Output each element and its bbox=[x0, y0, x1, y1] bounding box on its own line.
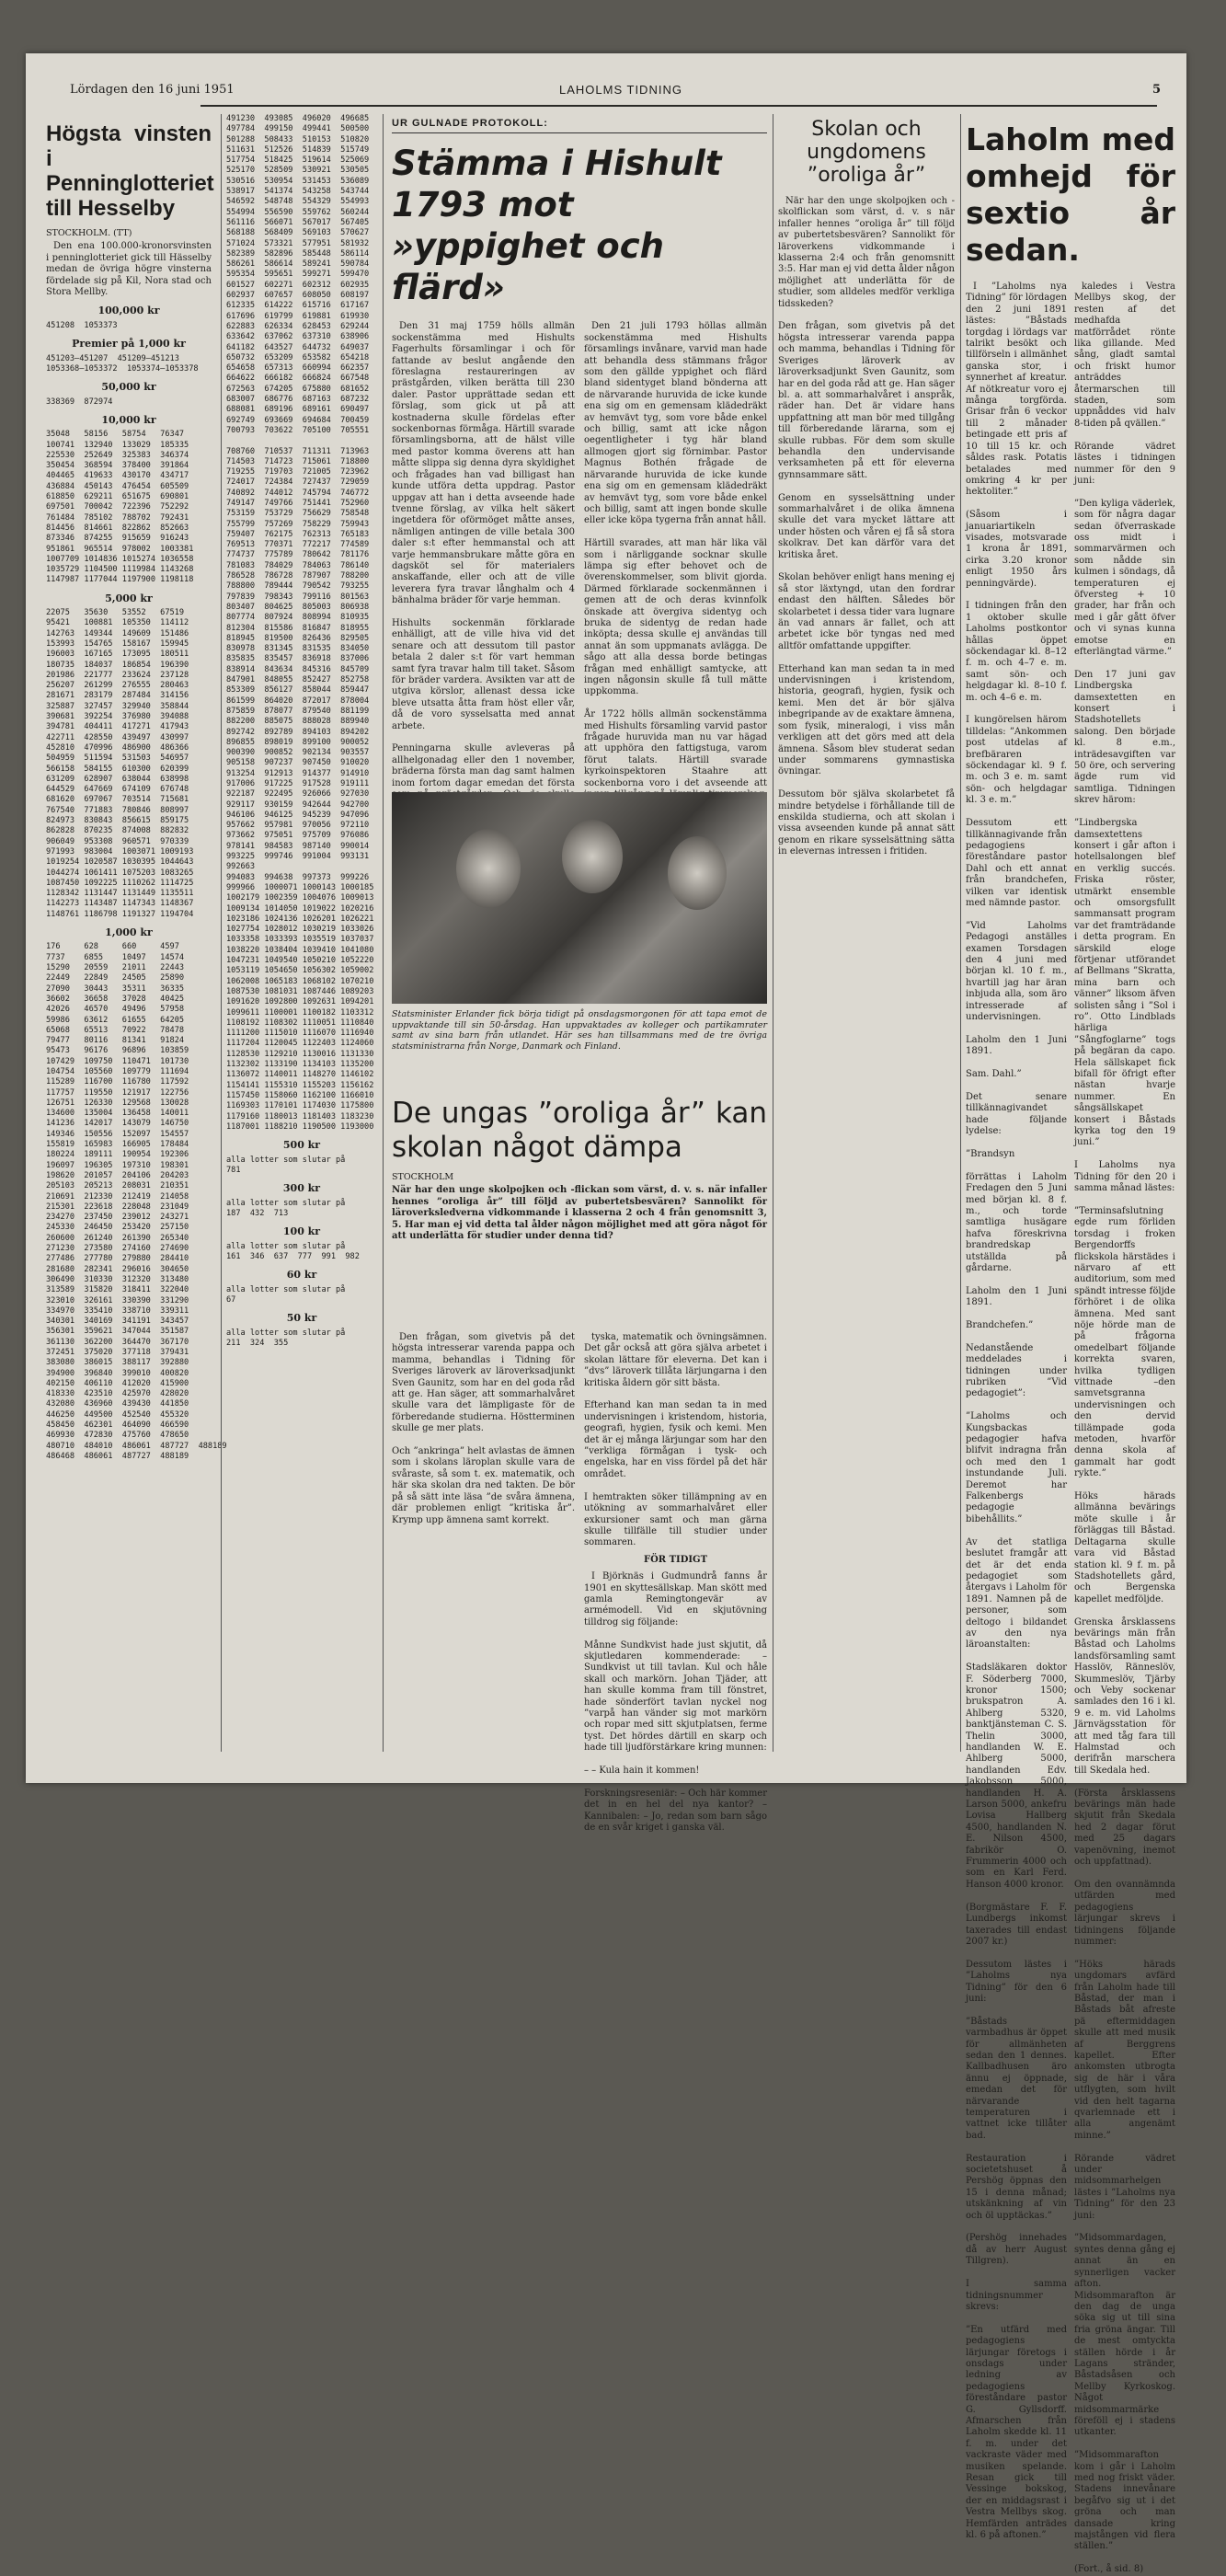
hishult-rubric: UR GULNADE PROTOKOLL: bbox=[392, 118, 767, 133]
prize-label: 500 kr bbox=[282, 1139, 321, 1152]
ungas-right bbox=[584, 1332, 767, 1834]
photo-block bbox=[392, 785, 767, 1098]
fortidigt-title: FÖR TIDIGT bbox=[643, 1554, 708, 1565]
winning-numbers: 451208 1053373 bbox=[46, 320, 118, 330]
newspaper-page bbox=[26, 53, 1186, 2575]
lottery-intro: Den ena 100.000-kronorsvinsten i penninglotteriet gick till Hässelby medan de övriga högre vinsterna fördelade sig på Kil, Nora stad och Stora Mellby. bbox=[46, 241, 212, 298]
winning-numbers: 338369 872974 bbox=[46, 397, 113, 407]
lottery-byline: STOCKHOLM. (TT) bbox=[46, 228, 132, 238]
ungas-lead: När har den unge skolpojken och -flickan som värst, d. v. s. när infaller hennes ”oroliga år” till följd av pubertetsbesvären? Sannolikt för läroverksledverna vidkommande i klasserna 2 och 4 från genomsnitt 3, 5. Har man ej vid detta tal ålder någon möjlighet med att göra något för att underlätta för studier under denna tid? bbox=[392, 1185, 767, 1242]
prize-label: 1,000 kr bbox=[105, 926, 153, 939]
winning-numbers: alla lotter som slutar på 781 bbox=[226, 1155, 346, 1175]
winning-numbers: alla lotter som slutar på 211 324 355 bbox=[226, 1328, 346, 1348]
ungas-headline: De ungas ”oroliga år” kan skolan något dämpa bbox=[392, 1097, 767, 1164]
photo-figure bbox=[668, 836, 727, 910]
ungas-left bbox=[392, 1332, 575, 1765]
photo-figure bbox=[456, 829, 521, 908]
laholm-headline: Laholm med omhejd för sextio år sedan. bbox=[966, 121, 1175, 268]
laholm-left-text: I ”Laholms nya Tidning” för lördagen den 2 juni 1891 lästes: ”Båstads torgdag i lördags var talrikt besökt och tillförseln i allmänhet ganska stor, i synnerhet af kreatur. Af nötkreatur voro ej många torgförda. Grisar från 6 veckor till 2 månader betingade ett pris af 10 till 15 kr. och såldes rask. Potatis betalades med omkring 4 kr per hektoliter.” (Såsom i januariartikeln visades, motsvarade 1 krona år 1891, cirka 3.20 kronor enligt 1950 års penningvärde). I tidningen från den 1 oktober skulle Laholms postkontor hållas öppet söckendagar kl. 8–12 f. m. och 4–7 e. m. samt sön- och helgdagar kl. 8–10 f. m. och 4–6 e. m. I kungörelsen härom tilldelas: ”Ankommen post utdelas af brefbäraren söckendagar kl. 9 f. m. och 3 e. m. samt sön- och helgdagar kl. 3 e. m.” Dessutom ett tillkännagivande från pedagogiens föreståndare pastor Dahl och ett annat från brandchefen, vilken var identisk med nämnde pastor. ”Vid Laholms Pedagogi anställes examen Torsdagen den 4 juni med början kl. 10 f. m., hvartill jag har äran inbjuda alla, som äro intresserade af undervisningen. Laholm den 1 Juni 1891. Sam. Dahl.” Det senare tillkännagivandet hade följande lydelse: ”Brandsyn förrättas i Laholm Fredagen den 5 Juni med början kl. 8 f. m., och torde samtliga husägare hafva föreskrivna brandredskap utställda på gårdarne. Laholm den 1 Juni 1891. Brandchefen.” Nedanstående meddelades i tidningen under rubriken ”Vid pedagogiet”: ”Laholms och Kungsbackas pedagogier hafva blifvit indragna från och med den 1 instundande Juli. Deremot har Falkenbergs pedagogie bibehållits.” Av det statliga beslutet framgår att det är det enda pedagogiet som återgavs i Laholm för 1891. Namnen på de personer, som deltogo i bildandet av den nya läroanstalten: Stadsläkaren doktor F. Söderberg 7000, kronor 1500; brukspatron A. Ahlberg 5320, banktjänsteman C. S. Thelin 3000, handlanden W. E. Ahlberg 5000, handlanden Edv. Jakobsson 5000, handlanden H. A. Larson 5000, ankefru Lovisa Hallberg 4500, handlanden N. E. Nilson 4500, fabrikör O. Frummerin 4000 och som en Karl Ferd. Hanson 4000 kronor. (Borgmästare F. F. Lundbergs inkomst taxerades till endast 2007 kr.) Dessutom lästes i ”Laholms nya Tidning” för den 6 juni: ”Båstads varmbadhus är öppet för allmänheten sedan den 1 dennes. Kallbadhusen äro ännu ej öppnade, emedan det för närvarande temperaturen i vattnet icke tillåter bad. Restauration i societetshuset å Pershög öppnas den 15 i denna månad; utskänkning af vin och öl upptäckas.” (Pershög innehades då av herr August Tillgren). I samma tidningsnummer skrevs: ”En utfärd med pedagogiens lärjungar företogs i onsdags under ledning av pedagogiens föreståndare pastor G. Gyllsdorff. Afmarschen från Laholm skedde kl. 11 f. m. under det vackraste väder med musiken spelande. Resan gick till Vessinge bokskog, der en middagsrast i Vestra Mellbys skog. Hemfärden anträdes kl. 6 på aftonen.” bbox=[966, 282, 1067, 2541]
prize-label: 50,000 kr bbox=[101, 381, 156, 394]
winning-numbers-list: 491230 493085 496020 496685 497784 499150 499441 500500 501288 508433 510153 510820 511631 512526 514839 515749 517754 518425 519614 525069 525170 528509 530921 530505 530516 530954 531453 536089 538917 541374 543258 543744 546592 548748 554329 554993 554994 556590 559762 560244 561116 566071 567017 567405 568188 568409 569103 570627 571024 573321 577951 581932 582389 582896 585448 586114 586261 586614 589241 590784 595354 595651 599271 599470 601527 602271 602312 602935 602937 607657 608050 608197 612335 614222 615716 617167 617696 619799 619881 619930 622883 626334 628453 629244 633642 637062 637310 638906 641182 643527 644732 649037 650732 653209 653582 654218 654658 657313 660994 662357 664622 666182 666824 667548 672563 674205 675880 681652 683007 686776 687163 687232 688081 689196 689161 690497 692749 693669 694684 700459 700793 703622 705100 705551 708760 710537 711311 713963 714503 714723 715061 718800 719255 719703 721005 723962 724017 724384 727437 729059 740892 744012 745794 746772 749147 749766 751441 752960 753159 753729 756629 758548 755799 757269 758229 759943 759407 762175 762313 765183 769513 770371 772217 774589 774737 775789 780642 781176 781083 784029 784063 786140 786528 786728 787907 788200 788800 789444 790542 793255 797839 798343 799116 801563 803407 804625 805003 806938 807774 807924 808994 810935 812304 815586 816847 818955 818945 819500 826436 829505 830978 831345 831535 834050 835835 835457 836918 837006 838914 843634 845316 845709 847901 848055 852427 852758 853309 856127 858044 859447 861599 864020 872017 878004 875859 878077 879540 881199 882200 885075 888028 889940 892742 892789 894103 894202 896855 898019 899100 900052 900390 900852 902134 903557 905158 907237 907450 910020 913254 912913 914377 914910 917006 917225 917528 919111 922187 922495 926066 927030 929117 930159 942644 942700 946106 946125 945239 947096 957662 957981 970056 972110 973662 975051 975709 976086 978141 984583 987140 990014 993225 999746 991004 993131 992663 994083 994638 997373 999226 999966 1000071 1000143 1000185 1002179 1002359 1004076 1009013 1009134 1014050 1019022 1020216 1023186 1024136 1026201 1026221 1027754 1028012 1030219 1033026 1033358 1033393 1035519 1037037 1038220 1038404 1039410 1041080 1047231 1049540 1050210 1052220 1053119 1054650 1056302 1059002 1062008 1065183 1068102 1070210 1087530 1081031 1087446 1089203 1091620 1092800 1092631 1094201 1099611 1100001 1100182 1103312 1108192 1108302 1110051 1110840 1111200 1115010 1116070 1116940 1117204 1120045 1122403 1124060 1128530 1129210 1130016 1131330 1132302 1133190 1134103 1135200 1136072 1140011 1148270 1146102 1154141 1155310 1155203 1156162 1157450 1158060 1162100 1166010 1169303 1170101 1174030 1175800 1179160 1180013 1181403 1183230 1187001 1188210 1190500 1193000 bbox=[226, 114, 374, 1132]
prize-label: Premier på 1,000 kr bbox=[72, 338, 186, 351]
winning-numbers: 176 628 660 4597 7737 6855 10497 14574 15290 20559 21011 22443 22449 22849 24505 25890 27090 30443 35311 36335 36602 36658 37028 40425 42026 46570 49496 57958 59986 63612 61655 64205 65068 65513 70922 78478 79477 80116 81341 91824 95473 96176 96896 103859 107429 109750 110471 101730 104754 105560 109779 111694 115289 116700 116780 117592 117757 119550 121917 122756 126751 126330 129568 130028 134600 135004 136458 140011 141236 142017 143079 146750 149346 150556 152097 154557 155819 165983 166905 178484 180224 189111 190954 192306 196097 196305 197310 198301 198620 201057 204106 204203 205103 205213 208031 210351 210691 212330 212419 214058 215301 223618 228048 231049 234270 237450 239012 243271 245330 246450 253420 257150 260600 261240 261390 265340 271230 273580 274160 274690 277486 277780 279880 284410 281680 282341 296016 304650 306490 310330 312320 313480 313589 315820 318411 322040 323010 326161 330390 331290 334970 335410 338710 339311 340301 340169 341191 343457 356301 359621 347044 351587 361130 362200 364470 367170 372451 375020 377118 379431 383080 386015 388117 392880 394900 396840 399010 400820 402150 406110 412020 415900 418330 423510 425970 428020 432080 436960 439430 441850 446250 449500 452540 455320 458450 462301 464090 466590 469930 472830 475760 478650 480710 484010 486061 487727 488189 486468 486061 487727 488189 bbox=[46, 942, 227, 1461]
lottery-column bbox=[46, 114, 227, 1770]
winning-numbers: 451203—451207 451209—451213 1053368—1053372 1053374—1053378 bbox=[46, 353, 199, 374]
news-photo bbox=[392, 792, 767, 1004]
hishult-body bbox=[392, 321, 767, 836]
prize-label: 5,000 kr bbox=[105, 592, 153, 604]
ungas-dateline: STOCKHOLM bbox=[392, 1172, 454, 1182]
laholm-columns bbox=[966, 282, 1175, 2575]
winning-numbers: alla lotter som slutar på 187 432 713 bbox=[226, 1198, 346, 1218]
ungas-columns bbox=[392, 1332, 767, 1834]
hishult-headline: Stämma i Hishult 1793 mot »yppighet och flärd» bbox=[392, 144, 722, 308]
column-rule bbox=[221, 114, 222, 1752]
column-rule bbox=[960, 114, 961, 1752]
winning-numbers: alla lotter som slutar på 67 bbox=[226, 1284, 346, 1305]
ungas-body bbox=[392, 1332, 767, 1834]
skolan-headline: Skolan och ungdomens ”oroliga år” bbox=[807, 118, 926, 187]
running-head bbox=[26, 81, 1186, 103]
issue-date: Lördagen den 16 juni 1951 bbox=[70, 83, 235, 97]
page-number: 5 bbox=[1152, 83, 1161, 97]
fortidigt-text: I Björknäs i Gudmundrå fanns år 1901 en skyttesällskap. Man skött med gamla Remingtongevär av armémodell. Vid en skjutövning tilldrog sig följande: Månne Sundkvist hade just skjutit, då skjutledaren kommenderade: – Sundkvist ut till tavlan. Kul och håle skall och markörn. Johan Tjäder, att han skulle komma fram till fönstret, hade sönderfört tavlan nyckel nog ”varpå han vänder sig mot markörn och ropar med sitt skjutplatsen, ferme tyst. Det hördes därtill en skarp och hade till ljudförstärkare kring munnen: – – Kula hain it kommen! Forskningsreseniär: – Och här kommer det in en hel del nya kantor? – Kannibalen: – Jo, redan som barn sågo de en svår kriget i ganska väl. bbox=[584, 1571, 767, 1834]
paper-name: LAHOLMS TIDNING bbox=[559, 83, 682, 97]
laholm-article bbox=[966, 114, 1175, 2575]
header-rule bbox=[201, 105, 1157, 107]
ungas-left-text: Den frågan, som givetvis på det högsta intresserar varenda pappa och mamma, behandlas i Tidning för Sveriges läroverk av läroverksadjunkt Sven Gaunitz, som har en del goda råd att ge. Han säger, att sommarhalvåret skulle vara det lämpligaste för de förberedande studierna. Höstterminen skulle ge mer plats. Och ”ankringa” helt avlastas de ämnen som i skolans läroplan skulle vara de svåraste, så som t. ex. matematik, och här ska skolan dra ned takten. De bör på så sätt inte läsa ”de svåra ämnena, där problemen enligt ”kritiska år”. Krymp upp ämnena samt korrekt. bbox=[392, 1332, 575, 1525]
ungas-right-text: tyska, matematik och övningsämnen. Det går också att göra själva arbetet i skolan lättare för eleverna. Det kan i ”dvs” läroverk tillåta lärjungarna i den kritiska åldern gör sitt bästa. Efterhand kan man sedan ta in med undervisningen i kristendom, historia, geografi, hygien, fysik och kemi. Men det är ej många lärjungar som har den ”verkliga förmågan i tysk- och engelska, har en viss fördel på det här området. I hemtrakten söker tillämpning av en utökning av sommarhalvåret eller exkursioner samt och man gärna skulle tillfälle till studier under sommaren. bbox=[584, 1332, 767, 1548]
prize-label: 100 kr bbox=[282, 1225, 321, 1238]
winning-numbers: 35048 58156 58754 76347 100741 132940 133029 185335 225530 252649 325383 346374 350454 368594 378400 391864 404465 419633 430170 434717 436884 450143 476454 605509 618850 629211 651675 690801 697501 700042 722396 752292 761484 785102 788702 792431 814456 814661 822862 852663 873346 874255 915659 916243 951861 965514 978002 1003381 1007709 1014836 1015274 1036558 1035729 1104500 1119984 1143268 1147987 1177044 1197900 1198118 bbox=[46, 430, 194, 585]
winning-numbers: 22075 35630 53552 67519 95421 100881 105350 114112 142763 149344 149609 151486 153993 154765 158167 159945 196003 167165 173095 180511 180735 184037 186854 196390 201986 221777 233624 237128 256207 261299 276555 280463 281671 283179 287484 314156 325887 327457 329940 358844 390681 392254 376980 394088 394781 404411 417271 417943 422711 428550 439497 430997 452810 470996 486900 486366 504959 511594 531503 546957 566158 584155 610300 620399 631209 628907 638044 638998 644529 647669 674109 676748 681620 697067 703514 715681 767540 771883 780846 808997 824973 830843 856615 859175 862828 870235 874008 882832 906049 953308 960571 970339 971993 983004 1003071 1009193 1019254 1020587 1030395 1044643 1044274 1061411 1075203 1083265 1087450 1092225 1110262 1114725 1128342 1131447 1131449 1135511 1142273 1143487 1147343 1148367 1148761 1186798 1191327 1194704 bbox=[46, 608, 194, 919]
hishult-left-text: Den 31 maj 1759 hölls allmän sockenstämma med Hishults Fagerhults församlingar i och för fattande av beslut angående den föreslagna restaureringen av prästgården, vilken berätta till 230 daler. Pastor upprättade sedan ett förslag, som gick ut på att kostnaderna skulle fördelas efter sockenbornas förmåga. Härtill svarade församlingsborna, att de hälst ville med pastor komma överens att han måtte slippa sig denna dyra skyldighet och frågades han vad billigast han kunde utföra detta uppdrag. Pastor uppgav att han i detta avseende hade tvenne förslag, av vilka helt säkert ingetdera för oförmöget måtte anses, nämligen antingen de ville betala 300 daler s:t efter hemmanstal och att varje hemmansbrukare måtte göra en dagsköt sel för materialers anskaffande, eller och att de ville leverera fyra travar långhalm och 4 bänhalma bräder för varje hemman. Hishults sockenmän förklarade enhälligt, att de ville hiva vid det senare och att dessutom till pastor betala 2 daler s:t för vart hemman samt fyra travar halm till taket. Såsom för bräder vardera. Avsikten var att de utgiva körslor, allenast dessa icke bleve utsatta åtta fram höst eller vår, då de voro sysselsatta med annat arbete. Penningarna skulle avleveras på allhelgonadag eller den 1 november, bräderna första man dag samt halmen inom fortom dagar emedan det första bbox=[392, 321, 575, 788]
skolan-text: När har den unge skolpojken och -skolflickan som värst, d. v. s när infaller hennes ”oroliga år” till följd av pubertetsbesvären? Sannolikt för läroverkens vidkommande i klasserna 2:4 och från genomsnitt 3:5. Har man ej vid detta ålder någon möjlighet att underlätta för de studier, som alldeles medför verkliga tidsskeden? Den frågan, som givetvis på det högsta intresserar varenda pappa och mamma, behandlas i Tidning för Sveriges läroverk av läroverksadjunkt Sven Gaunitz, som har en del goda råd att ge. Han säger bl. a. att sommarhalvåret i anspråk, räder han. Det är vidare hans uppfattning att man bör med tillgång till förberedande lärarna, som ej skulle rubbas. För dem som skulle behandla den undervisande verksamheten på ett för eleverna gynnsammare sätt. Genom en sysselsättning under sommarhalvåret i de olika ämnena skulle det vara mycket lättare att under hösten och våren ej få så stora skolkrav. Det kan därför vara det kritiska året. Skolan behöver enligt hans mening ej så stor läxtyngd, utan den fordrar endast den hälften. Således bör skolarbetet i dessa tider vara lugnare än vad annars är fallet, och att arbetet icke bör tyngas ned med alltför omfattande uppgifter. Etterhand kan man sedan ta in med undervisningen i kristendom, historia, geografi, hygien, fysik och kemi. Men det är bör själva inbegripande av de exaktare ämnena, som fysik, mineralogi, i viss mån verkligen att det görs med att dela ämnena. Såsom blev studerat sedan under sommarens gymnastiska övningar. Dessutom bör själva skolarbetet få mindre betydelse i förhållande till de enskilda studierna, och att skolan i vissa avseenden kunde på annat sätt genom en rikare sysselsättning sätta in elevernas intressen i fritiden. bbox=[778, 196, 955, 857]
small-prize-sections bbox=[226, 1140, 377, 1349]
prize-label: 60 kr bbox=[286, 1269, 317, 1282]
lottery-sections bbox=[46, 305, 227, 1462]
prize-label: 100,000 kr bbox=[97, 305, 160, 317]
winning-numbers: alla lotter som slutar på 161 346 637 777 991 982 bbox=[226, 1241, 360, 1261]
numbers-column bbox=[226, 114, 377, 1770]
lottery-headline: Högsta vinsten i Penninglotteriet till Hesselby bbox=[46, 121, 214, 221]
prize-label: 50 kr bbox=[286, 1312, 317, 1325]
ungas-article bbox=[392, 1091, 767, 1330]
prize-label: 10,000 kr bbox=[101, 413, 156, 426]
hishult-right-text: Den 21 juli 1793 höllas allmän sockenstämma med Hishults församlings invånare, varvid man hade att behandla dess stämmans frågor som den gällde yppighet och flärd bland sidentyget bland bönderna att de närvarande huruvida de icke kunde ena sig om en gemensam klädedräkt av hemvävt tyg, som vore både enkel och billig, samt att icke någon oegentligheter i tyg här bland allmogen gjort sig förnimbar. Pastor Magnus Bothén frågade de närvarande huruvida de icke kunde ena sig om en gemensam klädedräkt av hemvävt tyg, som vore både enkel och billig, samt att ingen bonde skulle eller icke köpa tygerna från annat håll. Härtill svarades, att man här lika väl som i närliggande socknar skulle lämpa sig efter behovet och de överenskommelser, som blivit gjorda. Därmed förklarade sockenmännen i gemen att de och deras kvinnfolk önskade att övergiva sidentyg och bruka de sidentyg de redan hade inköpta; dessa skulle ej användas till annat än som uppmanats avlägga. De sågo att alla dessa borde betingas frågan med enhälligt samtycke, att ingen någonsin skulle få tull mätte uppkomma. År 1722 hölls allmän sockenstämma med Hishults församling varvid pastor frågade huruvida man nu var hägad att upphöra den fattigstuga, varom förut talats. Härtill svarade kyrkoinspektoren Staahre att sockenborna voro i det avseende att bbox=[584, 321, 767, 788]
hishult-article bbox=[392, 114, 767, 788]
photo-figure bbox=[562, 820, 623, 893]
photo-caption: Statsminister Erlander fick börja tidigt på onsdagsmorgonen för att tapa emot de uppvaktande till sin 50-årsdag. Han uppvaktades av kolleger och partikamrater samt av sina barn från utlandet. Här ses han tillsammans med de tre övriga statsministrarna från Norge, Danmark och Finland. bbox=[392, 1009, 767, 1052]
skolan-column bbox=[778, 114, 955, 1761]
prize-label: 300 kr bbox=[282, 1182, 321, 1195]
column-rule bbox=[383, 114, 384, 1752]
laholm-right-text: kaledes i Vestra Mellbys skog, der resten af det medhafda matförrådet rönte lika gillande. Med sång, gladt samtal och friskt humor anträddes återmarschen till staden, som uppnåddes vid halv 8-tiden på qvällen.” Rörande vädret lästes i tidningen nummer för den 9 juni: ”Den kyliga väderlek, som för några dagar sedan öfverraskade oss midt i sommarvärmen och som nådde sin kulmen i söndags, då temperaturen ej öfversteg + 10 grader, har från och med i går gått öfver och vi synas kunna emotse en efterlängtad värme.” Den 17 juni gav Lindbergska damsextetten en konsert i Stadshotellets salong. Den började kl. 8 e.m., inträdesavgiften var 50 öre, och servering ägde rum vid samtliga. Tidningen skrev härom: ”Lindbergska damsextettens konsert i går afton i hotellsalongen blef en verklig succés. Friska röster, utmärkt ensemble och omsorgsfullt sammansatt program var det framträdande i detta program. En särskild eloge förtjenar utförandet af Bellmans ”Skratta, mina barn och vänner” liksom äfven solisten sång i ”Sol i ro”. Otto Lindblads härliga ”Sångfoglarne” togs på begäran da capo. Hela sällskapet fick bifall för öfrigt efter nästan hvarje nummer. En sångsällskapet konsert i Båstads kyrka tog den 19 juni.” I Laholms nya Tidning för den 20 i samma månad lästes: ”Terminsafslutning egde rum förliden torsdag i froken Bergendorffs flickskola härstädes i närvaro af ett auditorium, som med spändt intresse följde förhöret i de olika ämnena. Med sant nöje hörde man de på frågorna omedelbart följande korrekta svaren, hvilka tydligen vittnade –den samvetsgranna undervisningen och den dervid tillämpade goda metoden, hvarför denna skola af gammalt har godt rykte.” Höks härads allmänna bevärings möte skulle i år förläggas till Båstad. Deltagarna skulle vara vid Båstad station kl. 9 f. m. på Stadshotellets gård, och Bergenska kapellet medföljde. Grenska årsklassens bevärings män från Båstad och Laholms landsförsamling samt Hasslöv, Ränneslöv, Skummeslöv, Tjärby och Veby sockenar samlades den 16 i kl. 9 e. m. vid Laholms Järnvägsstation för att med tåg fara till Halmstad och derifrån marschera till Skedala hed. (Första årsklassens bevärings män hade skjutit från Skedala hed 2 dagar förut med 25 dagars vapenövning, inemot och uppfattnad). Om den ovannämnda utfärden med pedagogiens lärjungar skrevs i tidningens följande nummer: ”Höks härads ungdomars avfärd från Laholm hade till Båstad, der man i Båstads båt afreste pä eftermiddagen skulle att med musik af Berggrens kapellet. Efter ankomsten utbrogta sig de här i våra utflygten, som hvilt vid den helt tagarna qvarlemnade ett i alla angenämt minne.” Rörande vädret under midsommarhelgen lästes i ”Laholms nya Tidning” för den 23 juni: ”Midsommardagen, syntes denna gång ej annat än en synnerligen vacker afton. Midsommarafton är den dag de unga söka sig ut till sina fria gröna ängar. Till de mest omtyckta ställen hörde i år Lagans stränder, Båstadsåsen och Mellby Kyrkoskog. Något midsommarmärke föreföll ej i stadens utkanter. ”Midsommarafton kom i går i Laholm med nog friskt väder. Stadens innevånare begåfvo sig ut i det gröna och man dansade kring majstången vid flera ställen.” (Fort., å sid. 8) bbox=[1074, 282, 1175, 2575]
